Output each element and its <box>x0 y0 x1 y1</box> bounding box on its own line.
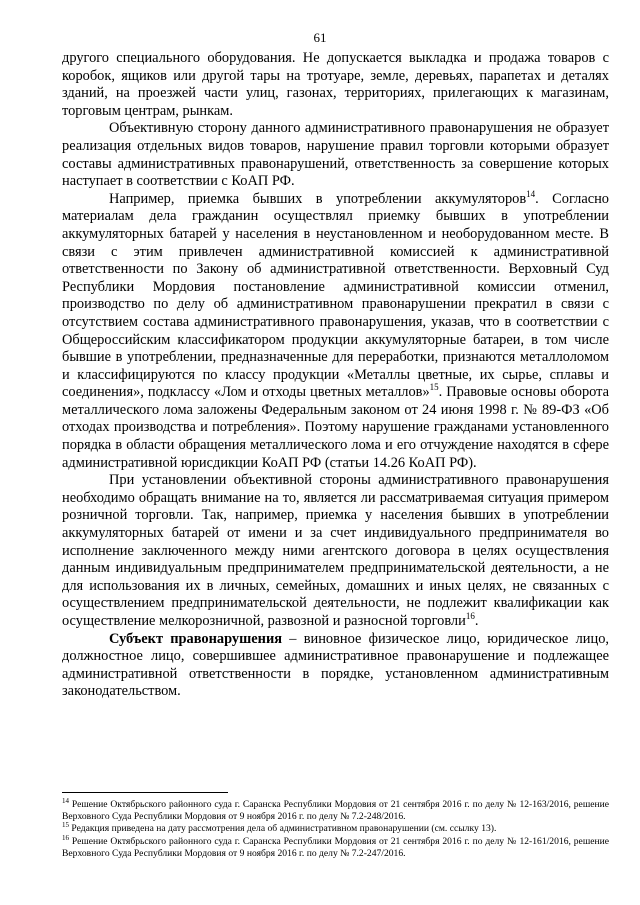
footnote-number: 16 <box>62 833 69 842</box>
footnote-ref-16[interactable]: 16 <box>465 611 475 622</box>
footnote-separator <box>62 792 228 793</box>
paragraph-3-text-2: . Согласно материалам дела гражданин осуществлял приемку бывших в употреблении аккумуляторных батарей у населения в неустановленном и необорудованном месте. В связи с этим привлечен административной комиссией к административной ответственности по Закону об административной ответственности. Верховный Суд Республики Мордовия постановление административной комиссии отменил, производство по делу об административном правонарушении прекратил в связи с отсутствием состава административного правонарушения, указав, что в соответствии с Общероссийским классификатором продукции аккумуляторные батареи, в том числе бывшие в употреблении, предназначенные для переработки, признаются металлоломом и классифицируются по классу продукции «Металлы цветные, их сырье, сплавы и соединения», подклассу «Лом и отходы цветных металлов» <box>62 190 610 401</box>
footnote-15 <box>62 823 609 835</box>
footnote-number: 15 <box>62 821 69 830</box>
footnotes <box>62 796 609 860</box>
body-text <box>62 50 609 701</box>
paragraph-5-bold-term: Субъект правонарушения <box>109 630 283 647</box>
paragraph-4-text-2: . <box>474 613 479 629</box>
paragraph-1 <box>62 50 609 120</box>
page-number: 61 <box>313 30 327 45</box>
paragraph-2 <box>62 120 609 190</box>
paragraph-3-text-1: Например, приемка бывших в употреблении аккумуляторов <box>109 190 527 207</box>
footnote-text: Редакция приведена на дату рассмотрения дела об административном правонарушении (см. ссылку 13). <box>69 823 497 835</box>
paragraph-5-text: – виновное физическое лицо, юридическое лицо, должностное лицо, совершившее административное правонарушение и подлежащее административной ответственности в порядке, установленном административным законодательством. <box>62 630 609 700</box>
footnote-16 <box>62 833 609 860</box>
paragraph-4-text-1: При установлении объективной стороны административного правонарушения необходимо обращать внимание на то, является ли рассматриваемая ситуация примером розничной торговли. Так, например, приемка у населения бывших в употреблении аккумуляторных батарей от имени и за счет индивидуального предпринимателя во исполнение заключенного между ними агентского договора в целях осуществления данным индивидуальным предпринимателем предпринимательской деятельности, а не для использования их в личных, семейных, домашних и иных целях, не связанных с осуществлением предпринимательской деятельности, не подлежит квалификации как осуществление мелкорозничной, развозной и разносной торговли <box>62 472 609 629</box>
paragraph-3-text-3: . Правовые основы оборота металлического лома заложены Федеральным законом от 24 июня 1998 г. № 89-ФЗ «Об отходах производства и потребления». Поэтому нарушение гражданами установленного порядка в области обращения металлического лома и его отчуждение находятся в сфере административной юрисдикции КоАП РФ (статьи 14.26 КоАП РФ). <box>62 384 609 471</box>
footnote-text: Решение Октябрьского районного суда г. Саранска Республики Мордовия от 21 сентября 2016 г. по делу № 12-163/2016, решение Верховного Суда Республики Мордовия от 9 ноября 2016 г. по делу № 7.2-248/2016. <box>62 799 609 823</box>
footnote-text: Решение Октябрьского районного суда г. Саранска Республики Мордовия от 21 сентября 2016 г. по делу № 12-161/2016, решение Верховного Суда Республики Мордовия от 9 ноября 2016 г. по делу № 7.2-247/2016. <box>62 835 609 859</box>
paragraph-2-text: Объективную сторону данного административного правонарушения не образует реализация отдельных видов товаров, нарушение правил торговли которыми образует составы административных правонарушений, ответственность за совершение которых наступает в соответствии с КоАП РФ. <box>62 120 609 190</box>
paragraph-5 <box>62 631 609 701</box>
paragraph-3 <box>62 188 610 473</box>
paragraph-4 <box>62 472 609 630</box>
paragraph-1-text: другого специального оборудования. Не допускается выкладка и продажа товаров с коробок, ящиков или другой тары на тротуаре, земле, деревьях, парапетах и деталях зданий, на проезжей части улиц, газонах, территориях, прилегающих к магазинам, торговым центрам, рынкам. <box>62 50 609 119</box>
footnote-ref-14[interactable]: 14 <box>526 188 536 199</box>
footnote-ref-15[interactable]: 15 <box>429 382 439 393</box>
footnote-number: 14 <box>62 796 69 805</box>
footnote-14 <box>62 796 609 823</box>
